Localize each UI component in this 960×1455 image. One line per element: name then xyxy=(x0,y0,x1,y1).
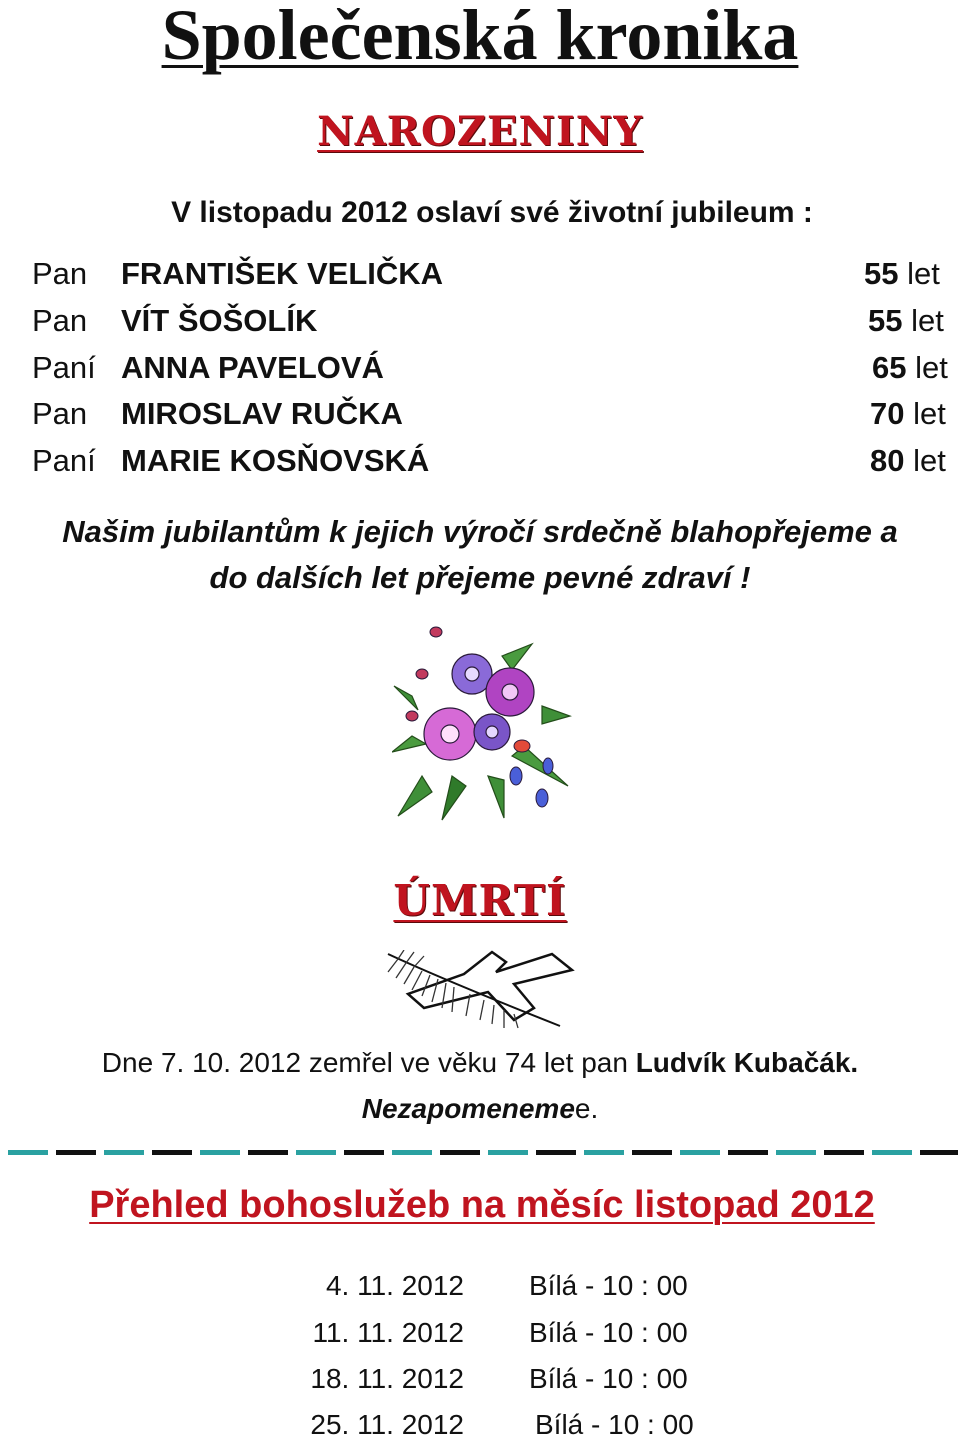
birthdays-heading xyxy=(0,108,960,155)
divider-dash xyxy=(8,1150,48,1155)
divider-dash xyxy=(680,1150,720,1155)
jubilant-name: FRANTIŠEK VELIČKA xyxy=(121,256,444,291)
divider-dash xyxy=(776,1150,816,1155)
service-row xyxy=(0,1409,960,1455)
section-divider xyxy=(8,1150,958,1155)
jubilant-age: 80 let xyxy=(870,443,946,478)
jubilant-row xyxy=(0,256,960,302)
divider-dash xyxy=(728,1150,768,1155)
jubilant-age: 65 let xyxy=(872,350,948,385)
divider-dash xyxy=(152,1150,192,1155)
service-time: Bílá - 10 : 00 xyxy=(535,1409,694,1440)
death-closing: Nezapomenemee. xyxy=(361,1093,599,1124)
jubilant-salutation: Paní xyxy=(32,350,96,385)
divider-dash xyxy=(104,1150,144,1155)
birthday-wish-line: Našim jubilantům k jejich výročí srdečně blahopřejeme a xyxy=(62,514,898,549)
flower-bouquet-icon xyxy=(392,626,572,822)
service-row xyxy=(0,1270,960,1316)
divider-dash xyxy=(824,1150,864,1155)
service-row xyxy=(0,1317,960,1363)
jubilant-name: MIROSLAV RUČKA xyxy=(121,396,403,431)
divider-dash xyxy=(536,1150,576,1155)
services-heading-text: Přehled bohoslužeb na měsíc listopad 2012 xyxy=(89,1184,875,1226)
divider-dash xyxy=(56,1150,96,1155)
divider-dash xyxy=(632,1150,672,1155)
birthdays-intro: V listopadu 2012 oslaví své životní jubileum : xyxy=(171,196,813,229)
deaths-heading xyxy=(0,876,960,925)
jubilant-row xyxy=(0,303,960,349)
divider-dash xyxy=(488,1150,528,1155)
divider-dash xyxy=(200,1150,240,1155)
jubilant-salutation: Pan xyxy=(32,396,88,431)
divider-dash xyxy=(584,1150,624,1155)
jubilant-salutation: Pan xyxy=(32,303,88,338)
services-heading xyxy=(0,1184,960,1227)
divider-dash xyxy=(344,1150,384,1155)
jubilant-salutation: Paní xyxy=(32,443,96,478)
birthdays-heading-text: NAROZENINY xyxy=(317,108,643,155)
jubilant-row xyxy=(0,443,960,489)
divider-dash xyxy=(440,1150,480,1155)
cross-with-palm-icon xyxy=(384,950,576,1030)
jubilant-salutation: Pan xyxy=(32,256,88,291)
divider-dash xyxy=(296,1150,336,1155)
jubilant-row xyxy=(0,396,960,442)
jubilant-name: VÍT ŠOŠOLÍK xyxy=(121,303,318,338)
jubilant-name: MARIE KOSŇOVSKÁ xyxy=(121,443,430,478)
deceased-name: Ludvík Kubačák. xyxy=(635,1047,859,1078)
service-date: 11. 11. 2012 xyxy=(312,1317,464,1348)
divider-dash xyxy=(872,1150,912,1155)
service-time: Bílá - 10 : 00 xyxy=(529,1270,688,1301)
jubilant-age: 70 let xyxy=(870,396,946,431)
page-title-text: Společenská kronika xyxy=(161,0,799,75)
divider-dash xyxy=(248,1150,288,1155)
service-time: Bílá - 10 : 00 xyxy=(529,1317,688,1348)
birthday-wish xyxy=(0,509,960,601)
divider-dash xyxy=(392,1150,432,1155)
service-date: 18. 11. 2012 xyxy=(310,1363,464,1394)
page-title xyxy=(0,0,960,75)
jubilant-name: ANNA PAVELOVÁ xyxy=(121,350,384,385)
divider-dash xyxy=(920,1150,958,1155)
service-date: 4. 11. 2012 xyxy=(325,1270,464,1301)
birthday-wish-line: do dalších let přejeme pevné zdraví ! xyxy=(209,560,751,595)
deaths-heading-text: ÚMRTÍ xyxy=(393,876,567,925)
service-row xyxy=(0,1363,960,1409)
service-time: Bílá - 10 : 00 xyxy=(529,1363,688,1394)
jubilant-age: 55 let xyxy=(868,303,944,338)
jubilant-row xyxy=(0,350,960,396)
death-notice-line: Dne 7. 10. 2012 zemřel ve věku 74 let pan Ludvík Kubačák. xyxy=(101,1047,859,1078)
service-date: 25. 11. 2012 xyxy=(310,1409,464,1440)
jubilant-age: 55 let xyxy=(864,256,940,291)
death-notice xyxy=(0,1040,960,1132)
